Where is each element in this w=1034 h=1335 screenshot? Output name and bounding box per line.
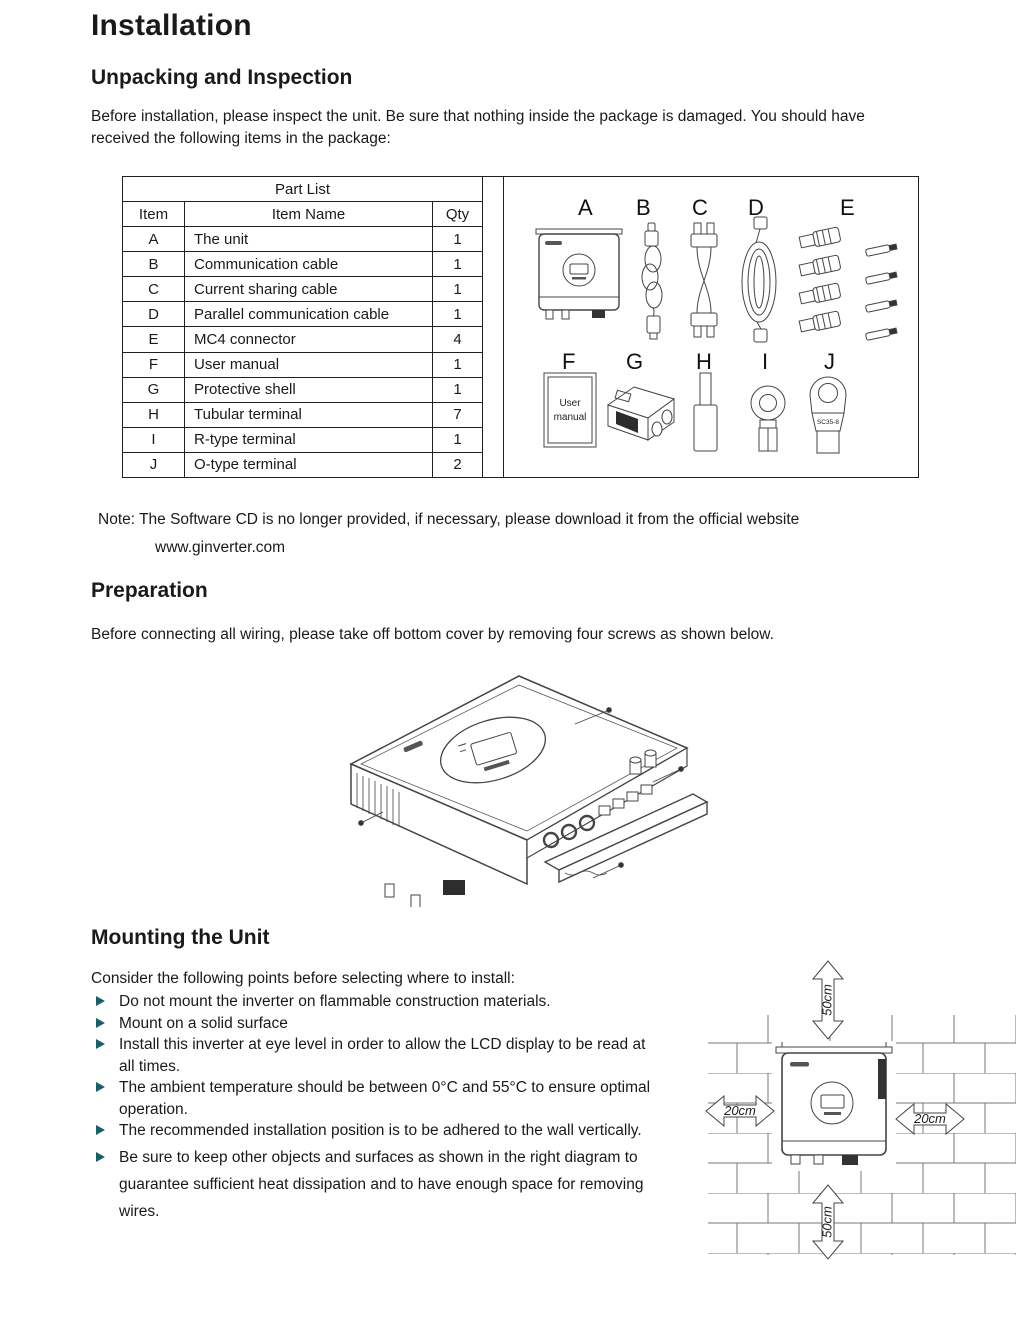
- part-label-d: D: [748, 195, 764, 220]
- communication-cable-drawing: [642, 223, 662, 339]
- bullet-item: [96, 1144, 656, 1225]
- part-label-a: A: [578, 195, 593, 220]
- bullet-item: [96, 1077, 656, 1120]
- cover-removal-drawing: [293, 652, 713, 907]
- table-row: [123, 402, 483, 427]
- cell-name: O-type terminal: [185, 452, 433, 477]
- svg-text:manual: manual: [553, 412, 587, 423]
- cell-name: MC4 connector: [185, 327, 433, 352]
- part-label-j: J: [824, 349, 836, 374]
- cell-item: A: [123, 227, 185, 252]
- r-type-terminal-drawing: [751, 386, 785, 451]
- part-label-b: B: [636, 195, 651, 220]
- user-manual-drawing: [544, 373, 596, 447]
- table-row: [123, 277, 483, 302]
- table-row: [123, 227, 483, 252]
- bullet-triangle-icon: [96, 1125, 105, 1135]
- unpacking-heading: Unpacking and Inspection: [91, 66, 353, 89]
- table-title-row: [123, 177, 483, 202]
- bullet-text: The recommended installation position is to be adhered to the wall vertically.: [119, 1122, 642, 1139]
- website-url: www.ginverter.com: [155, 539, 286, 556]
- cell-qty: 1: [433, 377, 483, 402]
- bullet-triangle-icon: [96, 1039, 105, 1049]
- connector-block: [443, 880, 465, 895]
- column-header-item-name: Item Name: [185, 202, 433, 227]
- table-row: [123, 377, 483, 402]
- protective-shell-drawing: [608, 387, 674, 440]
- cell-item: I: [123, 427, 185, 452]
- o-type-terminal-drawing: [810, 377, 846, 453]
- cell-qty: 1: [433, 252, 483, 277]
- cell-qty: 1: [433, 227, 483, 252]
- svg-text:SC35-8: SC35-8: [817, 419, 840, 426]
- cell-item: F: [123, 352, 185, 377]
- growatt-logo: [790, 1062, 809, 1067]
- mc4-connectors-drawing: [799, 227, 897, 341]
- wall-clearance-diagram: [690, 953, 1034, 1267]
- table-title: Part List: [123, 177, 483, 202]
- table-row: [123, 352, 483, 377]
- clearance-label-right: 20cm: [914, 1111, 946, 1126]
- cell-qty: 1: [433, 352, 483, 377]
- preparation-paragraph: Before connecting all wiring, please take off bottom cover by removing four screws as shown below.: [91, 626, 774, 643]
- cell-name: Tubular terminal: [185, 402, 433, 427]
- cell-item: G: [123, 377, 185, 402]
- cell-item: D: [123, 302, 185, 327]
- cell-name: R-type terminal: [185, 427, 433, 452]
- cell-item: H: [123, 402, 185, 427]
- part-label-i: I: [762, 349, 769, 374]
- table-row: [123, 452, 483, 477]
- tubular-terminal-drawing: [694, 373, 717, 451]
- cell-qty: 1: [433, 302, 483, 327]
- part-label-g: G: [626, 349, 644, 374]
- bullet-item: [96, 1034, 656, 1077]
- side-vent: [878, 1059, 886, 1099]
- bullet-text: The ambient temperature should be between 0°C and 55°C to ensure optimal operation.: [119, 1079, 651, 1118]
- part-label-c: C: [692, 195, 708, 220]
- preparation-heading: Preparation: [91, 579, 208, 602]
- cell-name: The unit: [185, 227, 433, 252]
- part-label-f: F: [562, 349, 576, 374]
- inverter-front-drawing: [536, 229, 622, 319]
- partlist-section: [122, 176, 919, 478]
- cell-qty: 1: [433, 277, 483, 302]
- bullet-item: [96, 1013, 656, 1035]
- bullet-triangle-icon: [96, 996, 105, 1006]
- bullet-text: Do not mount the inverter on flammable construction materials.: [119, 993, 551, 1010]
- mounting-heading: Mounting the Unit: [91, 926, 270, 949]
- part-label-e: E: [840, 195, 855, 220]
- cell-name: Parallel communication cable: [185, 302, 433, 327]
- table-row: [123, 327, 483, 352]
- parts-diagram: [503, 176, 919, 478]
- unpacking-paragraph: Before installation, please inspect the unit. Be sure that nothing inside the package is damaged. You should have received the following items in the package:: [91, 108, 865, 147]
- table-row: [123, 302, 483, 327]
- bullet-item: [96, 991, 656, 1013]
- wall-mounted-inverter: [776, 1042, 892, 1165]
- cell-qty: 7: [433, 402, 483, 427]
- table-row: [123, 427, 483, 452]
- cell-name: Protective shell: [185, 377, 433, 402]
- table-header-row: [123, 202, 483, 227]
- bullet-item: [96, 1120, 656, 1142]
- svg-text:User: User: [559, 398, 581, 409]
- current-sharing-cable-drawing: [691, 223, 717, 337]
- bullet-triangle-icon: [96, 1082, 105, 1092]
- page-title: Installation: [91, 9, 252, 42]
- clearance-label-left: 20cm: [724, 1103, 756, 1118]
- cell-item: E: [123, 327, 185, 352]
- clearance-label-top: 50cm: [819, 984, 835, 1016]
- cell-item: B: [123, 252, 185, 277]
- cell-item: C: [123, 277, 185, 302]
- part-label-h: H: [696, 349, 712, 374]
- column-header-item: Item: [123, 202, 185, 227]
- part-list-table: [122, 176, 483, 478]
- clearance-label-bottom: 50cm: [819, 1206, 835, 1238]
- bullet-text: Install this inverter at eye level in order to allow the LCD display to be read at all times.: [119, 1036, 646, 1075]
- mounting-intro: Consider the following points before selecting where to install:: [91, 970, 515, 987]
- cell-qty: 2: [433, 452, 483, 477]
- bullet-triangle-icon: [96, 1152, 105, 1162]
- note-text-line1: Note: The Software CD is no longer provided, if necessary, please download it from the official website: [98, 511, 800, 528]
- cell-item: J: [123, 452, 185, 477]
- bullet-list: [96, 991, 656, 1225]
- cell-name: Current sharing cable: [185, 277, 433, 302]
- bullet-triangle-icon: [96, 1018, 105, 1028]
- cell-name: User manual: [185, 352, 433, 377]
- cell-qty: 4: [433, 327, 483, 352]
- parts-illustrations: [504, 177, 916, 472]
- cell-name: Communication cable: [185, 252, 433, 277]
- bullet-text: Mount on a solid surface: [119, 1014, 288, 1032]
- parallel-communication-cable-drawing: [742, 217, 776, 342]
- bullet-text: Be sure to keep other objects and surfaces as shown in the right diagram to guarantee sufficient heat dissipation and to have enough space for removing wires.: [119, 1148, 644, 1220]
- table-box-divider: [483, 176, 503, 478]
- growatt-logo: [545, 241, 562, 245]
- table-row: [123, 252, 483, 277]
- column-header-qty: Qty: [433, 202, 483, 227]
- cell-qty: 1: [433, 427, 483, 452]
